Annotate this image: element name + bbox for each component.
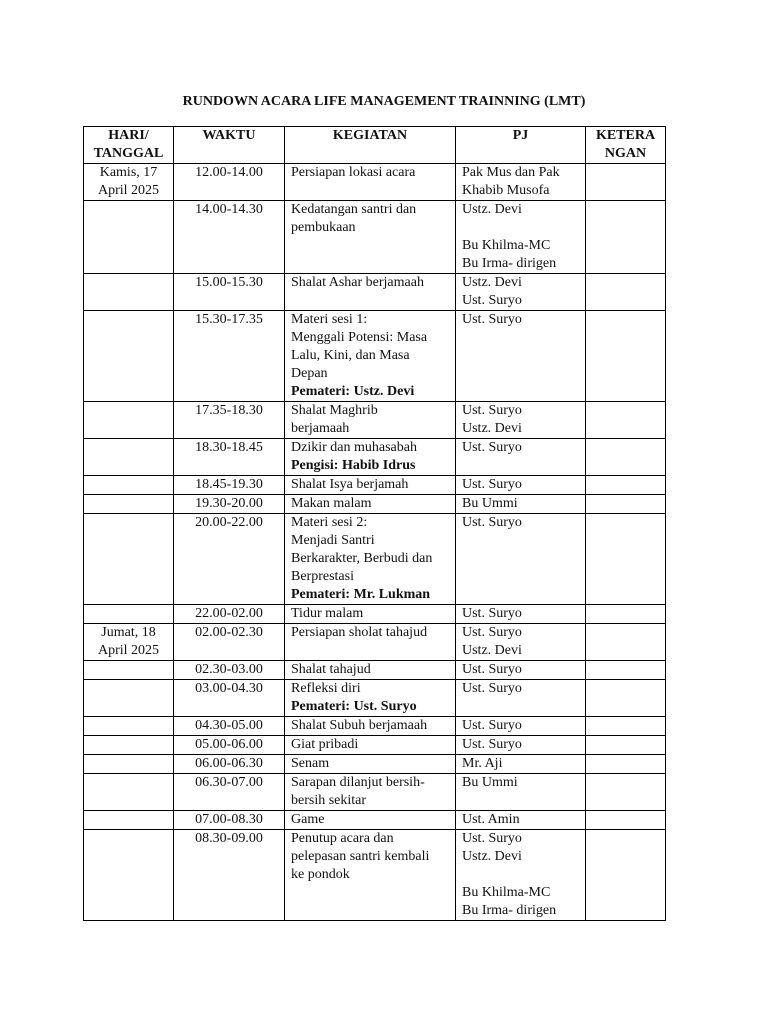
cell-line: 06.00-06.30	[195, 756, 263, 771]
cell-waktu	[174, 439, 285, 476]
table-row	[84, 514, 666, 605]
cell-kegiatan	[285, 476, 456, 495]
cell-hari-tanggal	[84, 811, 174, 830]
cell-line: April 2025	[97, 643, 160, 658]
cell-line: Shalat Ashar berjamaah	[291, 275, 424, 290]
cell-line: Ust. Suryo	[462, 515, 522, 530]
cell-keterangan	[586, 736, 666, 755]
cell-kegiatan	[285, 201, 456, 274]
cell-line: Bu Khilma-MC	[462, 238, 551, 253]
cell-keterangan	[586, 811, 666, 830]
cell-line: Pemateri: Mr. Lukman	[291, 587, 431, 602]
cell-keterangan	[586, 402, 666, 439]
cell-kegiatan	[285, 311, 456, 402]
cell-line: Pengisi: Habib Idrus	[291, 458, 416, 473]
table-header-row	[84, 127, 666, 164]
cell-kegiatan	[285, 661, 456, 680]
cell-kegiatan	[285, 495, 456, 514]
cell-line: Mr. Aji	[462, 756, 503, 771]
cell-waktu	[174, 311, 285, 402]
cell-line: 05.00-06.00	[195, 737, 263, 752]
cell-line: Materi sesi 1:	[291, 312, 368, 327]
cell-pj	[456, 274, 586, 311]
cell-keterangan	[586, 624, 666, 661]
table-row	[84, 624, 666, 661]
cell-hari-tanggal	[84, 274, 174, 311]
cell-line: 12.00-14.00	[195, 165, 263, 180]
header-hari-tanggal: HARI/ TANGGAL	[84, 127, 174, 164]
cell-line: 04.30-05.00	[195, 718, 263, 733]
table-row	[84, 402, 666, 439]
cell-line: pembukaan	[291, 220, 356, 235]
cell-kegiatan	[285, 755, 456, 774]
cell-hari-tanggal	[84, 624, 174, 661]
cell-waktu	[174, 605, 285, 624]
cell-line: Khabib Musofa	[462, 183, 550, 198]
cell-pj	[456, 439, 586, 476]
cell-line: Ustz. Devi	[462, 421, 522, 436]
cell-line: Giat pribadi	[291, 737, 359, 752]
cell-pj	[456, 717, 586, 736]
cell-keterangan	[586, 495, 666, 514]
cell-pj	[456, 311, 586, 402]
cell-line: 03.00-04.30	[195, 681, 263, 696]
cell-line: Lalu, Kini, dan Masa	[291, 348, 410, 363]
cell-line: 22.00-02.00	[195, 606, 263, 621]
cell-line: 19.30-20.00	[195, 496, 263, 511]
cell-kegiatan	[285, 830, 456, 921]
table-row	[84, 680, 666, 717]
cell-line: Ustz. Devi	[462, 275, 522, 290]
cell-kegiatan	[285, 402, 456, 439]
cell-line: Shalat tahajud	[291, 662, 371, 677]
cell-line: Persiapan lokasi acara	[291, 165, 416, 180]
cell-line: ke pondok	[291, 867, 350, 882]
cell-line: Pemateri: Ustz. Devi	[291, 384, 415, 399]
cell-kegiatan	[285, 736, 456, 755]
table-row	[84, 439, 666, 476]
cell-keterangan	[586, 439, 666, 476]
cell-pj	[456, 201, 586, 274]
cell-hari-tanggal	[84, 164, 174, 201]
cell-line: bersih sekitar	[291, 793, 367, 808]
cell-line: Shalat Isya berjamah	[291, 477, 409, 492]
cell-keterangan	[586, 476, 666, 495]
cell-line: 17.35-18.30	[195, 403, 263, 418]
cell-pj	[456, 164, 586, 201]
cell-line: Senam	[291, 756, 330, 771]
cell-line: Bu Ummi	[462, 775, 518, 790]
cell-line: Pemateri: Ust. Suryo	[291, 699, 417, 714]
table-row	[84, 774, 666, 811]
cell-keterangan	[586, 755, 666, 774]
cell-line: Ust. Suryo	[462, 293, 522, 308]
cell-line: Menjadi Santri	[291, 533, 375, 548]
cell-line: Ust. Suryo	[462, 625, 522, 640]
cell-keterangan	[586, 680, 666, 717]
table-body	[84, 164, 666, 921]
cell-kegiatan	[285, 274, 456, 311]
cell-hari-tanggal	[84, 680, 174, 717]
cell-keterangan	[586, 274, 666, 311]
cell-pj	[456, 476, 586, 495]
cell-line: Refleksi diri	[291, 681, 361, 696]
cell-waktu	[174, 811, 285, 830]
table-row	[84, 274, 666, 311]
cell-line	[462, 866, 579, 884]
cell-waktu	[174, 830, 285, 921]
cell-line: Berkarakter, Berbudi dan	[291, 551, 433, 566]
cell-hari-tanggal	[84, 736, 174, 755]
cell-pj	[456, 495, 586, 514]
cell-kegiatan	[285, 811, 456, 830]
cell-hari-tanggal	[84, 774, 174, 811]
cell-pj	[456, 624, 586, 661]
cell-line: Tidur malam	[291, 606, 364, 621]
cell-hari-tanggal	[84, 495, 174, 514]
document-title: RUNDOWN ACARA LIFE MANAGEMENT TRAINNING (LMT)	[182, 94, 586, 109]
cell-pj	[456, 736, 586, 755]
cell-line: Persiapan sholat tahajud	[291, 625, 428, 640]
cell-pj	[456, 830, 586, 921]
table-row	[84, 495, 666, 514]
cell-line: Berprestasi	[291, 569, 354, 584]
cell-line: 18.30-18.45	[195, 440, 263, 455]
cell-keterangan	[586, 514, 666, 605]
cell-line: Ust. Amin	[462, 812, 520, 827]
cell-line: Ust. Suryo	[462, 312, 522, 327]
cell-hari-tanggal	[84, 755, 174, 774]
cell-kegiatan	[285, 774, 456, 811]
cell-waktu	[174, 514, 285, 605]
table-row	[84, 661, 666, 680]
table-row	[84, 830, 666, 921]
cell-line: Menggali Potensi: Masa	[291, 330, 428, 345]
table-row	[84, 164, 666, 201]
cell-waktu	[174, 274, 285, 311]
cell-hari-tanggal	[84, 476, 174, 495]
cell-line: Makan malam	[291, 496, 372, 511]
cell-line: Ust. Suryo	[462, 477, 522, 492]
cell-line: 15.30-17.35	[195, 312, 263, 327]
cell-line: Kedatangan santri dan	[291, 202, 417, 217]
cell-line: 02.30-03.00	[195, 662, 263, 677]
cell-keterangan	[586, 830, 666, 921]
cell-line: Ust. Suryo	[462, 662, 522, 677]
cell-hari-tanggal	[84, 201, 174, 274]
cell-pj	[456, 661, 586, 680]
cell-waktu	[174, 402, 285, 439]
cell-line: Depan	[291, 366, 328, 381]
cell-hari-tanggal	[84, 661, 174, 680]
header-waktu: WAKTU	[174, 127, 285, 164]
table-row	[84, 736, 666, 755]
cell-line: 06.30-07.00	[195, 775, 263, 790]
cell-waktu	[174, 736, 285, 755]
cell-pj	[456, 774, 586, 811]
cell-waktu	[174, 661, 285, 680]
cell-line: Ust. Suryo	[462, 440, 522, 455]
cell-waktu	[174, 476, 285, 495]
cell-keterangan	[586, 311, 666, 402]
cell-kegiatan	[285, 439, 456, 476]
cell-line: Pak Mus dan Pak	[462, 165, 560, 180]
cell-hari-tanggal	[84, 830, 174, 921]
cell-line: 07.00-08.30	[195, 812, 263, 827]
table-row	[84, 755, 666, 774]
cell-line: Shalat Subuh berjamaah	[291, 718, 428, 733]
cell-line: Dzikir dan muhasabah	[291, 440, 417, 455]
cell-waktu	[174, 680, 285, 717]
header-keterangan: KETERA NGAN	[586, 127, 666, 164]
cell-keterangan	[586, 164, 666, 201]
cell-keterangan	[586, 661, 666, 680]
cell-pj	[456, 755, 586, 774]
cell-line: Shalat Maghrib	[291, 403, 378, 418]
cell-line: 18.45-19.30	[195, 477, 263, 492]
cell-line: 14.00-14.30	[195, 202, 263, 217]
rundown-table	[83, 126, 666, 921]
cell-waktu	[174, 164, 285, 201]
cell-waktu	[174, 717, 285, 736]
cell-hari-tanggal	[84, 717, 174, 736]
cell-line: 02.00-02.30	[195, 625, 263, 640]
cell-keterangan	[586, 774, 666, 811]
cell-waktu	[174, 774, 285, 811]
cell-line: Ust. Suryo	[462, 718, 522, 733]
cell-line: 08.30-09.00	[195, 831, 263, 846]
table-row	[84, 476, 666, 495]
cell-line: Materi sesi 2:	[291, 515, 368, 530]
cell-line: Sarapan dilanjut bersih-	[291, 775, 425, 790]
table-row	[84, 311, 666, 402]
cell-keterangan	[586, 201, 666, 274]
cell-pj	[456, 811, 586, 830]
table-row	[84, 605, 666, 624]
cell-keterangan	[586, 717, 666, 736]
cell-line: Ust. Suryo	[462, 737, 522, 752]
header-pj: PJ	[456, 127, 586, 164]
cell-line	[462, 219, 579, 237]
cell-line: Ust. Suryo	[462, 606, 522, 621]
cell-pj	[456, 514, 586, 605]
cell-pj	[456, 680, 586, 717]
table-row	[84, 717, 666, 736]
cell-line: Bu Irma- dirigen	[462, 903, 557, 918]
cell-line: Bu Ummi	[462, 496, 518, 511]
cell-line: Game	[291, 812, 325, 827]
cell-line: berjamaah	[291, 421, 350, 436]
header-kegiatan: KEGIATAN	[285, 127, 456, 164]
cell-waktu	[174, 755, 285, 774]
cell-hari-tanggal	[84, 439, 174, 476]
cell-kegiatan	[285, 164, 456, 201]
cell-line: Ust. Suryo	[462, 831, 522, 846]
cell-hari-tanggal	[84, 605, 174, 624]
cell-line: Ustz. Devi	[462, 643, 522, 658]
cell-line: pelepasan santri kembali	[291, 849, 430, 864]
cell-line: Jumat, 18	[101, 625, 156, 640]
cell-kegiatan	[285, 717, 456, 736]
cell-pj	[456, 605, 586, 624]
cell-waktu	[174, 495, 285, 514]
cell-line: 15.00-15.30	[195, 275, 263, 290]
cell-line: Ust. Suryo	[462, 681, 522, 696]
cell-hari-tanggal	[84, 514, 174, 605]
cell-line: April 2025	[97, 183, 160, 198]
table-row	[84, 811, 666, 830]
cell-kegiatan	[285, 680, 456, 717]
cell-keterangan	[586, 605, 666, 624]
cell-kegiatan	[285, 624, 456, 661]
cell-waktu	[174, 624, 285, 661]
cell-line: Ustz. Devi	[462, 849, 522, 864]
table-row	[84, 201, 666, 274]
cell-line: Bu Khilma-MC	[462, 885, 551, 900]
cell-line: Bu Irma- dirigen	[462, 256, 557, 271]
cell-pj	[456, 402, 586, 439]
cell-hari-tanggal	[84, 402, 174, 439]
cell-waktu	[174, 201, 285, 274]
cell-line: Penutup acara dan	[291, 831, 394, 846]
cell-hari-tanggal	[84, 311, 174, 402]
cell-line: Ust. Suryo	[462, 403, 522, 418]
cell-kegiatan	[285, 514, 456, 605]
cell-line: Ustz. Devi	[462, 202, 522, 217]
cell-line: 20.00-22.00	[195, 515, 263, 530]
cell-line: Kamis, 17	[99, 165, 158, 180]
cell-kegiatan	[285, 605, 456, 624]
